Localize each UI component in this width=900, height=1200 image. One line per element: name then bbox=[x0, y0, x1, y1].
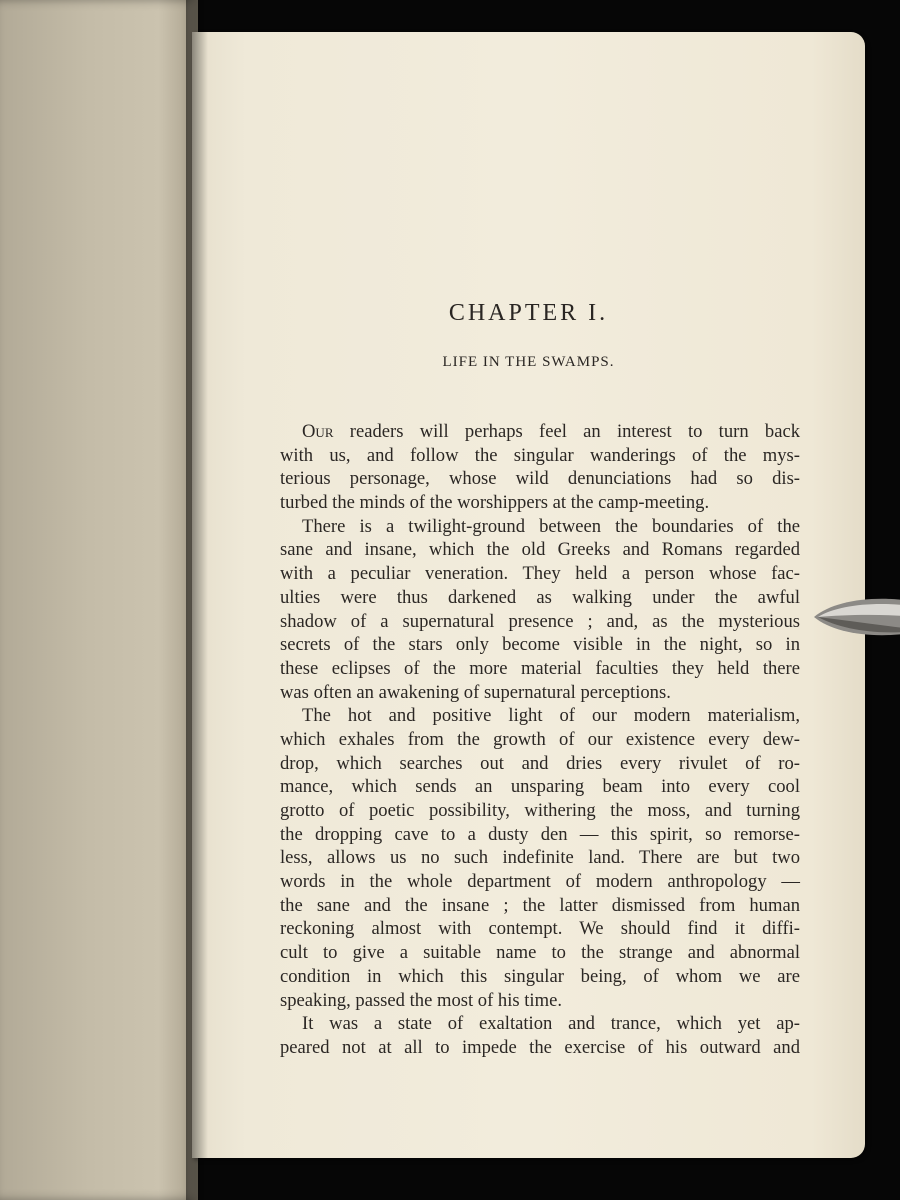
text-line: terious personage, whose wild denunciations had so dis- bbox=[280, 468, 800, 490]
text-line: these eclipses of the more material faculties they held there bbox=[280, 657, 800, 679]
chapter-heading: CHAPTER I. bbox=[448, 300, 609, 326]
text-line: speaking, passed the most of his time. bbox=[280, 989, 562, 1011]
text-line: ulties were thus darkened as walking under the awful bbox=[280, 586, 800, 608]
text-line: grotto of poetic possibility, withering the moss, and turning bbox=[280, 800, 800, 821]
text-line: Our readers will perhaps feel an interest to turn back bbox=[302, 421, 800, 442]
body-text bbox=[280, 420, 800, 1060]
bookmark-clip-icon bbox=[812, 594, 900, 640]
text-line: the sane and the insane ; the latter dismissed from human bbox=[280, 894, 800, 916]
chapter-subtitle: LIFE IN THE SWAMPS. bbox=[442, 354, 615, 370]
text-line: reckoning almost with contempt. We should find it diffi- bbox=[280, 918, 800, 940]
text-line: condition in which this singular being, of whom we are bbox=[280, 965, 800, 987]
text-line: mance, which sends an unsparing beam into every cool bbox=[280, 776, 800, 798]
text-line: the dropping cave to a dusty den — this spirit, so remorse- bbox=[280, 823, 800, 845]
text-line: cult to give a suitable name to the strange and abnormal bbox=[280, 942, 800, 964]
text-line: drop, which searches out and dries every rivulet of ro- bbox=[280, 752, 800, 774]
text-line: which exhales from the growth of our existence every dew- bbox=[280, 728, 800, 750]
text-line: shadow of a supernatural presence ; and, as the mysterious bbox=[280, 610, 800, 632]
text-line: sane and insane, which the old Greeks and Romans regarded bbox=[280, 539, 800, 561]
text-line: with us, and follow the singular wanderings of the mys- bbox=[280, 444, 800, 466]
text-line: It was a state of exaltation and trance, which yet ap- bbox=[302, 1013, 800, 1035]
text-line: turbed the minds of the worshippers at the camp-meeting. bbox=[280, 492, 710, 514]
left-page bbox=[0, 0, 198, 1200]
text-line: less, allows us no such indefinite land. There are but two bbox=[280, 847, 800, 869]
right-page bbox=[192, 32, 865, 1158]
text-line: words in the whole department of modern anthropology — bbox=[280, 871, 800, 893]
text-line: with a peculiar veneration. They held a person whose fac- bbox=[280, 563, 800, 585]
text-line: The hot and positive light of our modern materialism, bbox=[302, 705, 800, 727]
text-line: peared not at all to impede the exercise of his outward and bbox=[280, 1036, 800, 1058]
text-line: was often an awakening of supernatural perceptions. bbox=[280, 681, 671, 703]
text-line: There is a twilight-ground between the boundaries of the bbox=[302, 515, 800, 537]
text-line: secrets of the stars only become visible in the night, so in bbox=[280, 634, 800, 656]
book-gutter bbox=[186, 0, 208, 1200]
opening-small-caps: Our bbox=[302, 421, 334, 442]
